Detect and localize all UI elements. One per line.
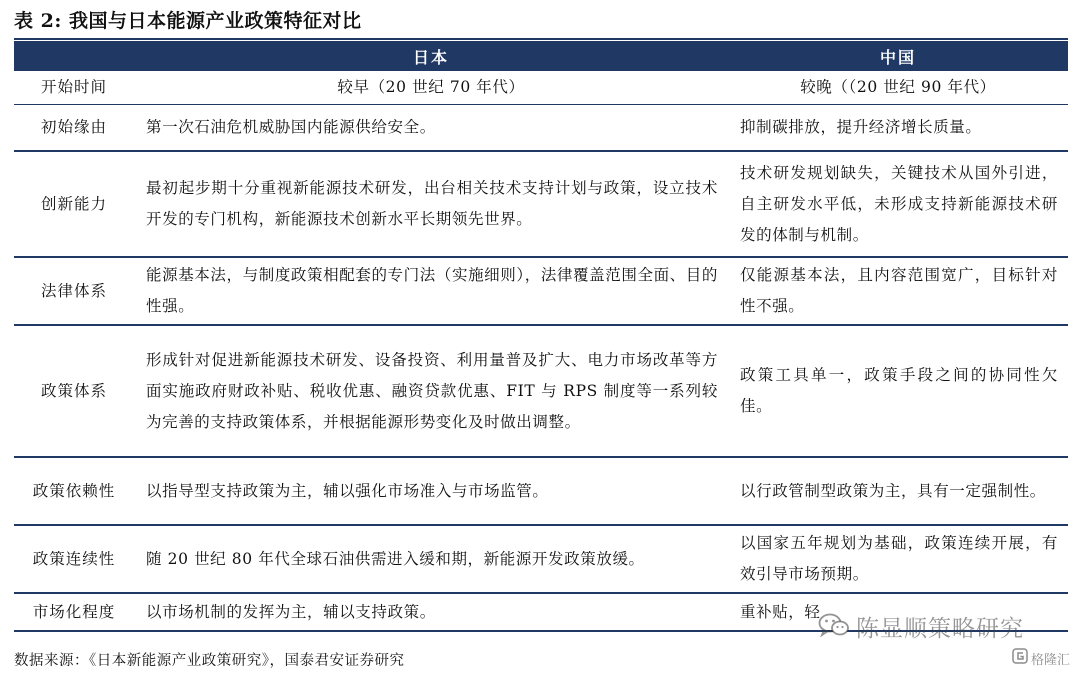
table-row [14,325,1068,457]
table-row [14,593,1068,631]
japan-cell: 较早（20 世纪 70 年代） [134,71,728,105]
china-cell: 技术研发规划缺失，关键技术从国外引进，自主研发水平低，未形成支持新能源技术研发的体制与机制。 [728,151,1068,257]
corner-watermark-text: 格隆汇 [1030,652,1070,668]
japan-cell: 形成针对促进新能源技术研发、设备投资、利用量普及扩大、电力市场改革等方面实施政府财政补贴、税收优惠、融资贷款优惠、FIT 与 RPS 制度等一系列较为完善的支持政策体系，并根据能源形势变化及时做出调整。 [134,325,728,457]
japan-cell: 随 20 世纪 80 年代全球石油供需进入缓和期，新能源开发政策放缓。 [134,525,728,593]
china-cell: 政策工具单一，政策手段之间的协同性欠佳。 [728,325,1068,457]
row-label: 法律体系 [14,257,134,325]
japan-cell: 第一次石油危机威胁国内能源供给安全。 [134,105,728,152]
table-row [14,105,1068,152]
china-cell: 重补贴，轻 [728,593,1068,631]
header-china: 中国 [728,41,1068,71]
header-blank [14,41,134,71]
japan-cell: 能源基本法，与制度政策相配套的专门法（实施细则），法律覆盖范围全面、目的性强。 [134,257,728,325]
row-label: 创新能力 [14,151,134,257]
table-row [14,151,1068,257]
china-cell: 仅能源基本法，且内容范围宽广，目标针对性不强。 [728,257,1068,325]
row-label: 政策依赖性 [14,457,134,525]
japan-cell: 最初起步期十分重视新能源技术研发，出台相关技术支持计划与政策，设立技术开发的专门机构，新能源技术创新水平长期领先世界。 [134,151,728,257]
table-row [14,257,1068,325]
header-row [14,41,1068,71]
header-japan: 日本 [134,41,728,71]
japan-cell: 以指导型支持政策为主，辅以强化市场准入与市场监管。 [134,457,728,525]
table-row [14,525,1068,593]
top-rule [14,38,1068,40]
table-row [14,457,1068,525]
row-label: 初始缘由 [14,105,134,152]
table-row [14,71,1068,105]
comparison-table [14,41,1068,632]
china-cell: 较晚（（20 世纪 90 年代） [728,71,1068,105]
watermark-text: 陈显顺策略研究 [856,616,1024,642]
source-note: 数据来源：《日本新能源产业政策研究》，国泰君安证券研究 [14,653,405,669]
gelonghui-logo-icon [1012,648,1028,668]
corner-watermark [1012,648,1070,668]
row-label: 市场化程度 [14,593,134,631]
china-cell: 抑制碳排放，提升经济增长质量。 [728,105,1068,152]
row-label: 开始时间 [14,71,134,105]
japan-cell: 以市场机制的发挥为主，辅以支持政策。 [134,593,728,631]
china-cell: 以国家五年规划为基础，政策连续开展，有效引导市场预期。 [728,525,1068,593]
row-label: 政策连续性 [14,525,134,593]
china-cell: 以行政管制型政策为主，具有一定强制性。 [728,457,1068,525]
row-label: 政策体系 [14,325,134,457]
table-title: 表 2: 我国与日本能源产业政策特征对比 [14,10,362,32]
